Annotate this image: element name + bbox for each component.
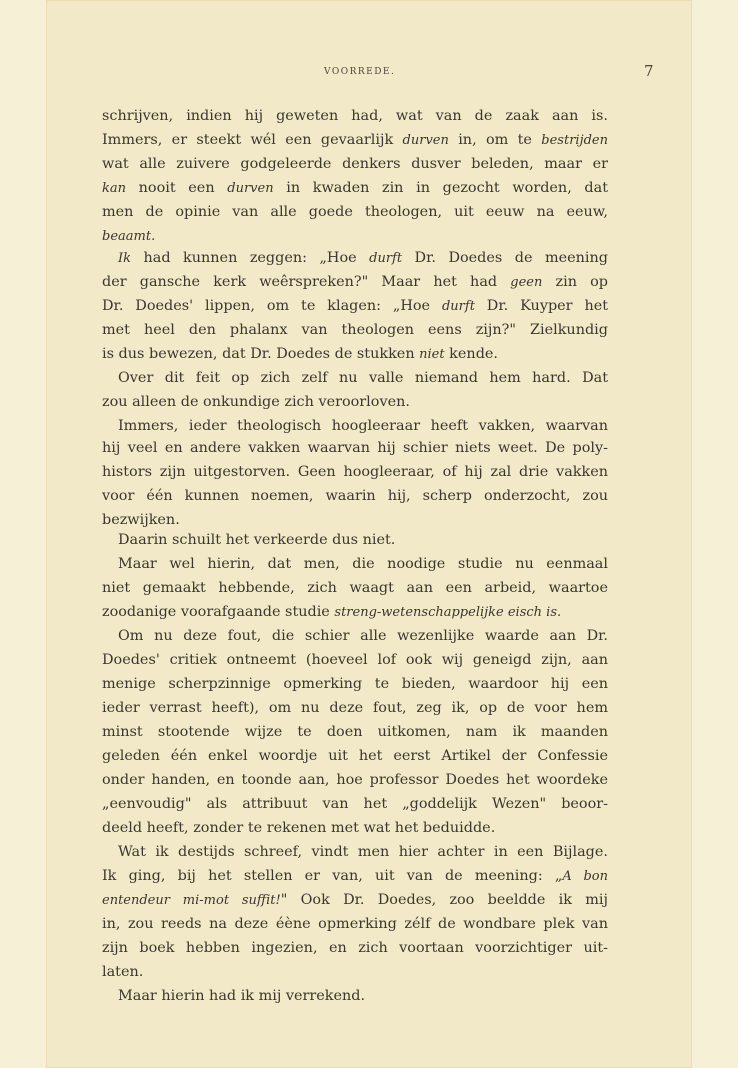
text-line xyxy=(102,698,608,718)
text-line xyxy=(102,510,608,530)
text-segment: in kwaden zin in gezocht worden, dat xyxy=(273,180,609,196)
text-line xyxy=(102,226,608,247)
text-segment: kende. xyxy=(444,346,498,362)
text-segment: " Ook Dr. Doedes, zoo beeldde ik mij xyxy=(280,892,608,908)
italic-text: durven xyxy=(227,181,274,196)
text-segment: hij veel en andere vakken waarvan hij schier niets weet. De poly- xyxy=(102,440,608,456)
text-segment: histors zijn uitgestorven. Geen hoogleeraar, of hij zal drie vakken xyxy=(102,464,608,480)
italic-text: geen xyxy=(510,275,543,290)
text-segment: deeld heeft, zonder te rekenen met wat het beduidde. xyxy=(102,820,496,836)
text-line xyxy=(102,746,608,766)
italic-text: beaamt. xyxy=(102,229,156,244)
text-line xyxy=(118,530,608,550)
text-line xyxy=(102,674,608,694)
running-head: VOORREDE. xyxy=(324,67,396,77)
text-segment: zoodanige voorafgaande studie xyxy=(102,604,335,620)
text-segment: Dr. Doedes' lippen, om te klagen: „Hoe xyxy=(102,298,442,314)
text-segment: laten. xyxy=(102,964,144,980)
text-line xyxy=(102,890,608,911)
italic-text: A bon xyxy=(562,869,609,884)
book-page xyxy=(46,0,692,1068)
text-line xyxy=(102,866,608,887)
text-line xyxy=(102,818,608,838)
text-segment: zou alleen de onkundige zich veroorloven. xyxy=(102,394,410,410)
italic-text: bestrijden xyxy=(541,133,608,148)
text-segment: schrijven, indien hij geweten had, wat van de zaak aan is. xyxy=(102,108,608,124)
text-segment: der gansche kerk weêrspreken?" Maar het had xyxy=(102,274,511,290)
text-line xyxy=(102,650,608,670)
text-line xyxy=(102,392,608,412)
text-line xyxy=(118,248,608,269)
italic-text: entendeur mi-mot suffit! xyxy=(102,893,281,908)
text-segment: Daarin schuilt het verkeerde dus niet. xyxy=(118,532,396,548)
text-line xyxy=(102,794,608,814)
text-segment: Dr. Kuyper het xyxy=(474,298,609,314)
text-segment: „eenvoudig" als attribuut van het „goddelijk Wezen" beoor- xyxy=(102,796,608,812)
text-line xyxy=(102,320,608,340)
text-segment: ieder verrast heeft), om nu deze fout, zeg ik, op de voor hem xyxy=(102,700,608,716)
text-line xyxy=(118,626,608,646)
text-segment: Ik ging, bij het stellen er van, uit van de meening: „ xyxy=(102,868,563,884)
text-segment: bezwijken. xyxy=(102,512,180,528)
text-line xyxy=(102,914,608,934)
text-line xyxy=(102,272,608,293)
text-segment: zijn boek hebben ingezien, en zich voortaan voorzichtiger uit- xyxy=(102,940,608,956)
italic-text: durft xyxy=(441,299,475,314)
text-segment: Wat ik destijds schreef, vindt men hier achter in een Bijlage. xyxy=(118,844,608,860)
text-line xyxy=(102,296,608,317)
text-line xyxy=(102,462,608,482)
text-segment: Immers, ieder theologisch hoogleeraar heeft vakken, waarvan xyxy=(118,418,608,434)
text-line xyxy=(118,416,608,436)
text-line xyxy=(102,486,608,506)
text-segment: Om nu deze fout, die schier alle wezenlijke waarde aan Dr. xyxy=(118,628,608,644)
text-segment: geleden één enkel woordje uit het eerst Artikel der Confessie xyxy=(102,748,608,764)
page-number: 7 xyxy=(644,62,654,80)
italic-text: streng-wetenschappelijke eisch is. xyxy=(334,605,562,620)
text-segment: Over dit feit op zich zelf nu valle niemand hem hard. Dat xyxy=(118,370,608,386)
text-segment: zin op xyxy=(542,274,608,290)
text-line xyxy=(102,438,608,458)
text-segment: in, zou reeds na deze éène opmerking zélf de wondbare plek van xyxy=(102,916,608,932)
text-line xyxy=(102,202,608,222)
text-line xyxy=(102,578,608,598)
text-line xyxy=(102,962,608,982)
text-segment: Dr. Doedes de meening xyxy=(402,250,608,266)
text-segment: voor één kunnen noemen, waarin hij, scherp onderzocht, zou xyxy=(102,488,608,504)
text-segment: met heel den phalanx van theologen eens zijn?" Zielkundig xyxy=(102,322,608,338)
text-segment: onder handen, en toonde aan, hoe professor Doedes het woordeke xyxy=(102,772,608,788)
text-segment: Doedes' critiek ontneemt (hoeveel lof ook wij geneigd zijn, aan xyxy=(102,652,608,668)
text-line xyxy=(102,344,608,365)
text-line xyxy=(102,938,608,958)
text-line xyxy=(102,770,608,790)
italic-text: durft xyxy=(369,251,403,266)
text-line xyxy=(118,986,608,1006)
text-segment: in, om te xyxy=(448,132,542,148)
text-line xyxy=(102,602,608,623)
text-segment: nooit een xyxy=(126,180,228,196)
text-segment: minst stootende wijze te doen uitkomen, nam ik maanden xyxy=(102,724,608,740)
text-segment: Maar wel hierin, dat men, die noodige studie nu eenmaal xyxy=(118,556,608,572)
text-segment: Immers, er steekt wél een gevaarlijk xyxy=(102,132,403,148)
text-line xyxy=(118,554,608,574)
text-segment: menige scherpzinnige opmerking te bieden, waardoor hij een xyxy=(102,676,608,692)
text-segment: wat alle zuivere godgeleerde denkers dusver beleden, maar er xyxy=(102,156,608,172)
italic-text: kan xyxy=(102,181,127,196)
text-line xyxy=(102,154,608,174)
text-line xyxy=(102,178,608,199)
italic-text: niet xyxy=(419,347,445,362)
italic-text: Ik xyxy=(118,251,132,266)
text-segment: is dus bewezen, dat Dr. Doedes de stukken xyxy=(102,346,420,362)
text-segment: Maar hierin had ik mij verrekend. xyxy=(118,988,366,1004)
text-segment: had kunnen zeggen: „Hoe xyxy=(131,250,370,266)
text-line xyxy=(102,722,608,742)
text-line xyxy=(102,106,608,126)
text-segment: men de opinie van alle goede theologen, uit eeuw na eeuw, xyxy=(102,204,608,220)
text-line xyxy=(118,368,608,388)
text-segment: niet gemaakt hebbende, zich waagt aan een arbeid, waartoe xyxy=(102,580,608,596)
text-line xyxy=(102,130,608,151)
italic-text: durven xyxy=(402,133,449,148)
text-line xyxy=(118,842,608,862)
